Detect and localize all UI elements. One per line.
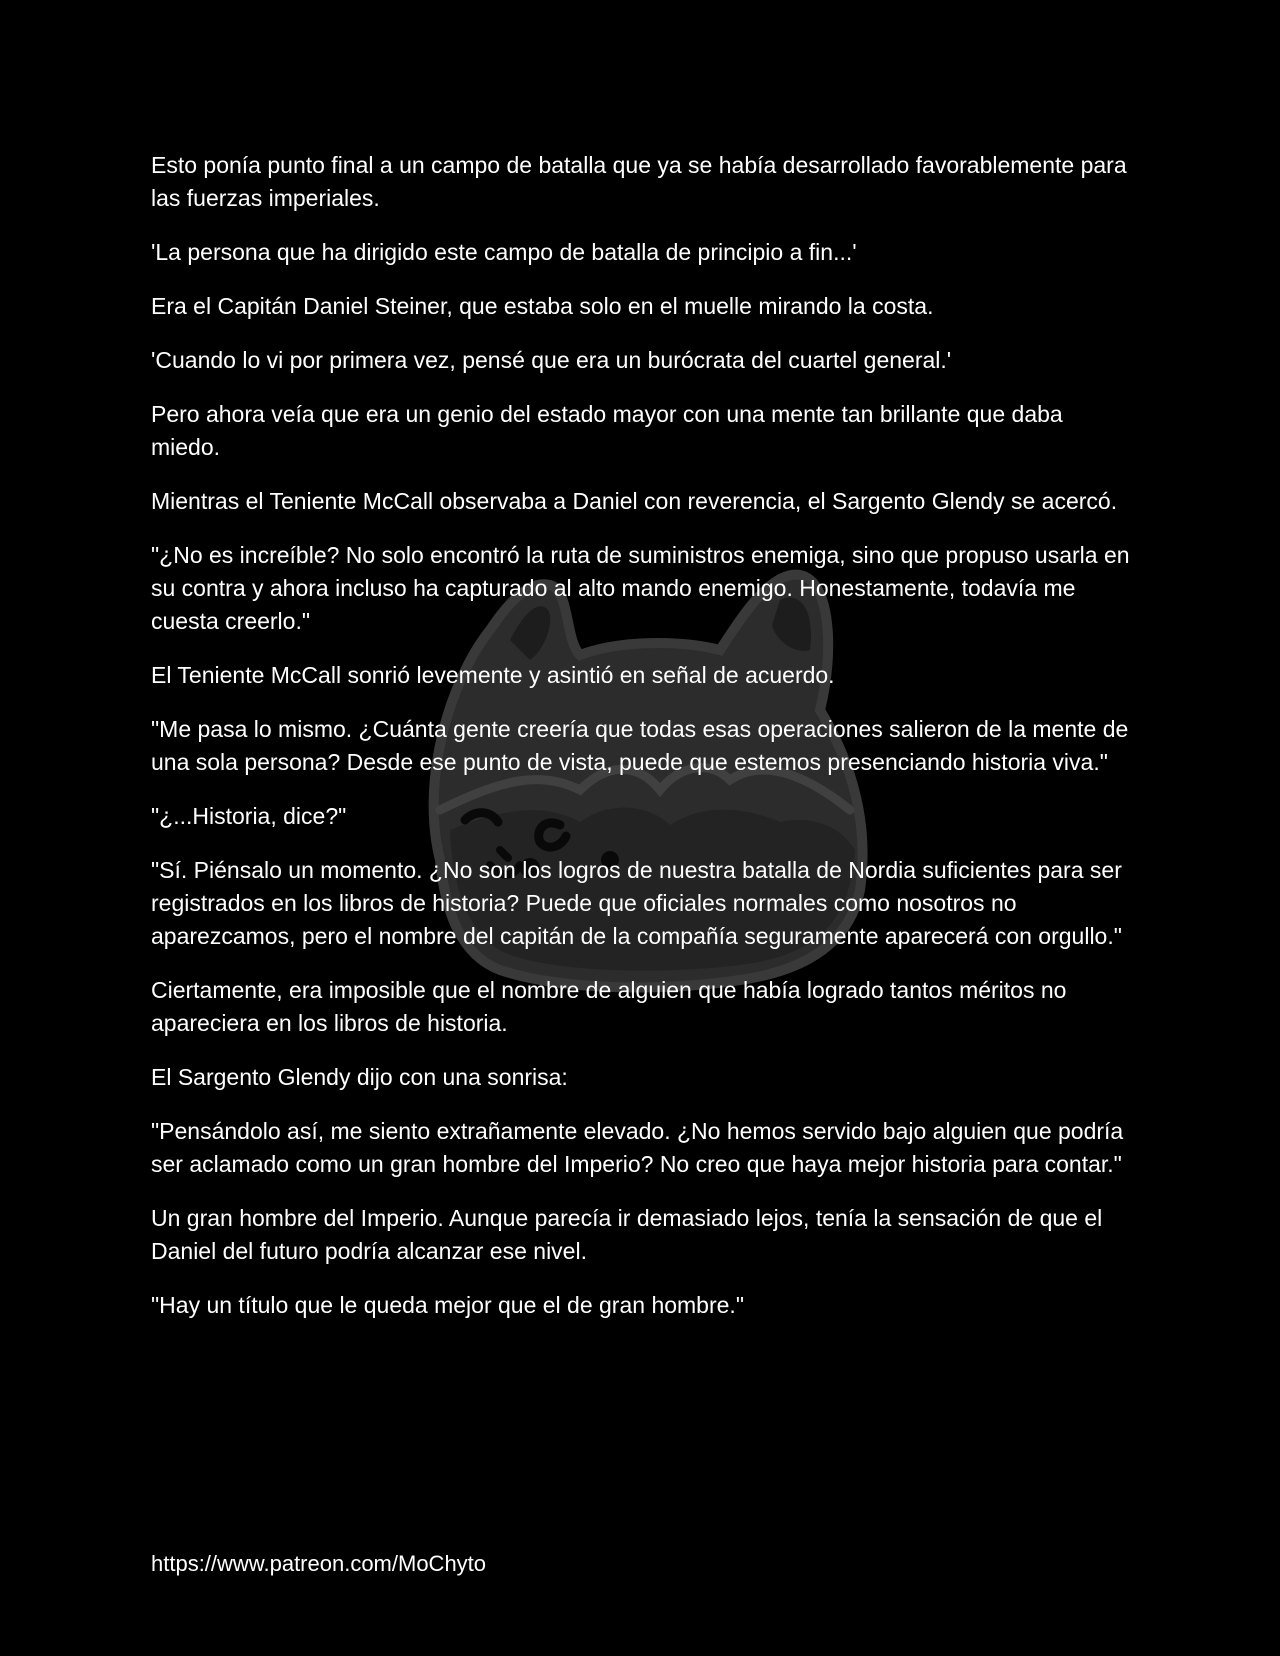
patreon-link[interactable]: https://www.patreon.com/MoChyto	[151, 1551, 487, 1576]
paragraph: "Pensándolo así, me siento extrañamente elevado. ¿No hemos servido bajo alguien que podría ser aclamado como un gran hombre del Imperio? No creo que haya mejor historia para contar."	[151, 1118, 1124, 1177]
document-body	[151, 149, 1136, 1343]
paragraph: Esto ponía punto final a un campo de batalla que ya se había desarrollado favorablemente para las fuerzas imperiales.	[151, 152, 1127, 211]
paragraph: Mientras el Teniente McCall observaba a Daniel con reverencia, el Sargento Glendy se acercó.	[151, 488, 1118, 514]
paragraph: "¿...Historia, dice?"	[151, 803, 347, 829]
paragraph: El Sargento Glendy dijo con una sonrisa:	[151, 1064, 568, 1090]
paragraph: Era el Capitán Daniel Steiner, que estaba solo en el muelle mirando la costa.	[151, 293, 934, 319]
paragraph: 'Cuando lo vi por primera vez, pensé que era un burócrata del cuartel general.'	[151, 347, 952, 373]
paragraph: "Hay un título que le queda mejor que el de gran hombre."	[151, 1292, 744, 1318]
paragraph: Un gran hombre del Imperio. Aunque parecía ir demasiado lejos, tenía la sensación de que el Daniel del futuro podría alcanzar ese nivel.	[151, 1205, 1103, 1264]
paragraph: 'La persona que ha dirigido este campo de batalla de principio a fin...'	[151, 239, 857, 265]
paragraph: Pero ahora veía que era un genio del estado mayor con una mente tan brillante que daba miedo.	[151, 401, 1063, 460]
paragraph: Ciertamente, era imposible que el nombre de alguien que había logrado tantos méritos no apareciera en los libros de historia.	[151, 977, 1067, 1036]
paragraph: "¿No es increíble? No solo encontró la ruta de suministros enemiga, sino que propuso usarla en su contra y ahora incluso ha capturado al alto mando enemigo. Honestamente, todavía me cuesta creerlo."	[151, 542, 1130, 634]
paragraph: "Sí. Piénsalo un momento. ¿No son los logros de nuestra batalla de Nordia suficientes para ser registrados en los libros de historia? Puede que oficiales normales como nosotros no aparezcamos, pero el nombre del capitán de la compañía seguramente aparecerá con orgullo."	[151, 857, 1122, 949]
paragraph: "Me pasa lo mismo. ¿Cuánta gente creería que todas esas operaciones salieron de la mente de una sola persona? Desde ese punto de vista, puede que estemos presenciando historia viva."	[151, 716, 1129, 775]
paragraph: El Teniente McCall sonrió levemente y asintió en señal de acuerdo.	[151, 662, 835, 688]
